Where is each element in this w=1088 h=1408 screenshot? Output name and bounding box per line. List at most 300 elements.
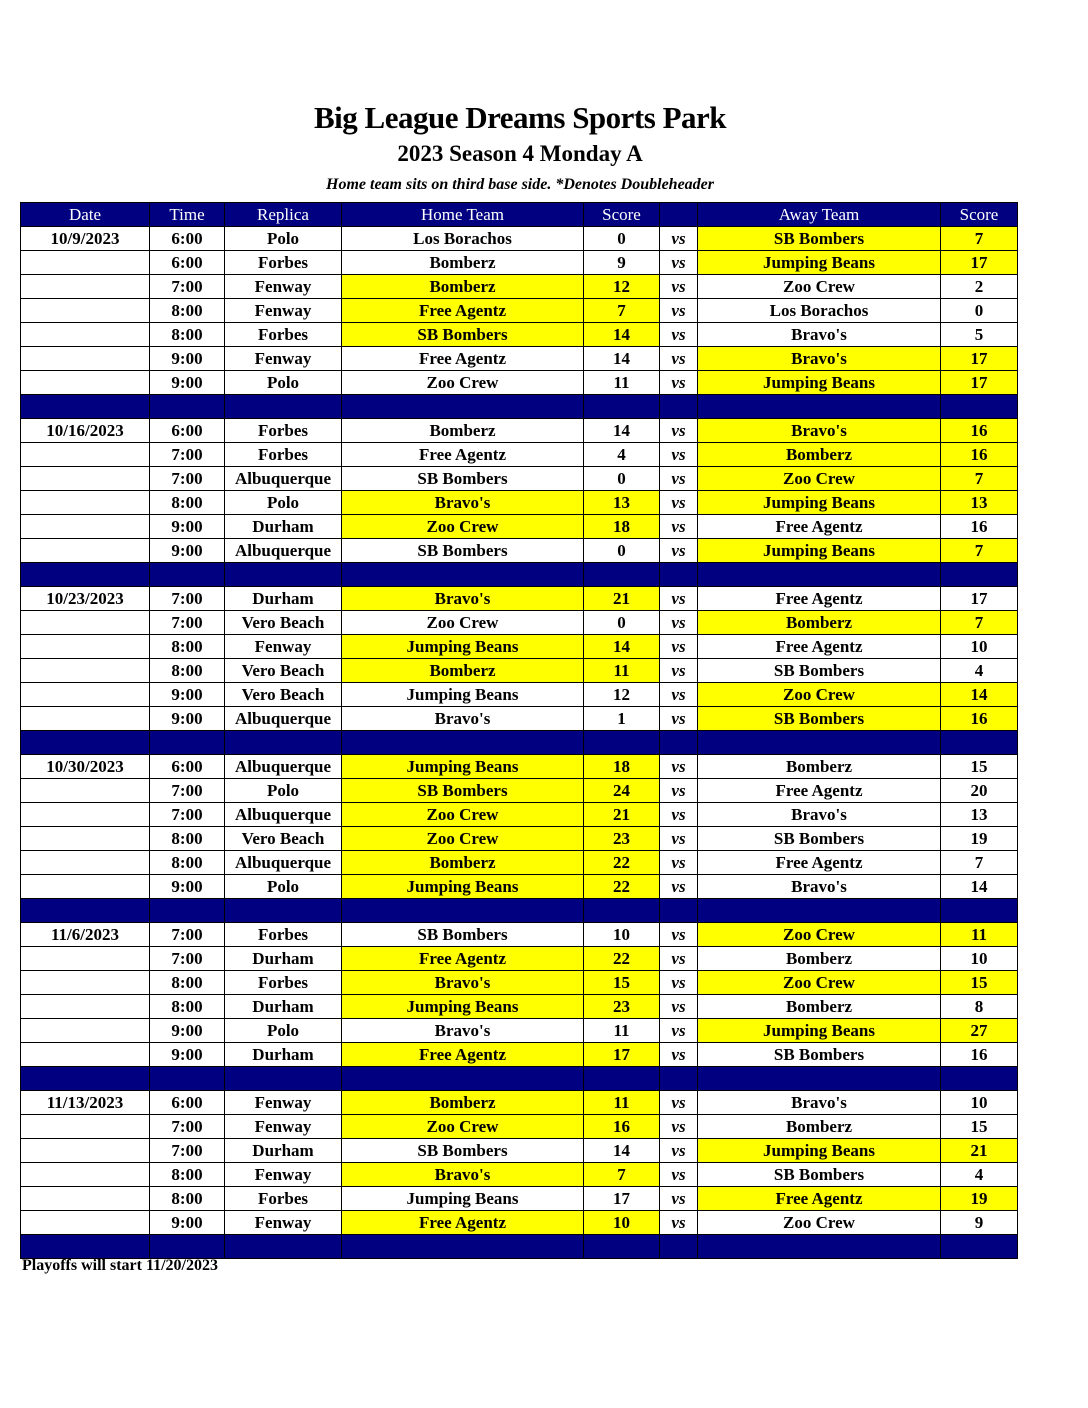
separator-cell <box>21 1235 150 1259</box>
game-time: 8:00 <box>150 323 225 347</box>
game-date <box>21 1019 150 1043</box>
game-date <box>21 443 150 467</box>
home-team: Los Borachos <box>342 227 584 251</box>
vs-label: vs <box>660 347 698 371</box>
separator-cell <box>660 1235 698 1259</box>
game-time: 6:00 <box>150 755 225 779</box>
vs-label: vs <box>660 971 698 995</box>
game-replica: Vero Beach <box>225 683 342 707</box>
separator-cell <box>225 1235 342 1259</box>
game-date <box>21 683 150 707</box>
game-replica: Forbes <box>225 1187 342 1211</box>
away-score: 15 <box>941 1115 1018 1139</box>
game-time: 9:00 <box>150 539 225 563</box>
vs-label: vs <box>660 707 698 731</box>
separator-cell <box>21 563 150 587</box>
game-time: 8:00 <box>150 299 225 323</box>
game-date <box>21 251 150 275</box>
game-date <box>21 275 150 299</box>
away-team: Bravo's <box>698 347 941 371</box>
game-date: 10/9/2023 <box>21 227 150 251</box>
home-team: Jumping Beans <box>342 755 584 779</box>
game-row <box>21 275 1018 299</box>
vs-label: vs <box>660 995 698 1019</box>
separator-cell <box>225 1067 342 1091</box>
game-time: 9:00 <box>150 1211 225 1235</box>
away-team: SB Bombers <box>698 1163 941 1187</box>
away-score: 17 <box>941 371 1018 395</box>
home-score: 0 <box>584 467 660 491</box>
home-score: 22 <box>584 851 660 875</box>
game-date <box>21 1139 150 1163</box>
home-score: 15 <box>584 971 660 995</box>
home-score: 24 <box>584 779 660 803</box>
away-score: 7 <box>941 539 1018 563</box>
game-row <box>21 467 1018 491</box>
game-replica: Forbes <box>225 971 342 995</box>
header-date: Date <box>21 203 150 227</box>
home-score: 22 <box>584 875 660 899</box>
schedule-table <box>20 202 1018 1259</box>
separator-cell <box>698 395 941 419</box>
separator-cell <box>941 899 1018 923</box>
home-team: Jumping Beans <box>342 683 584 707</box>
away-score: 10 <box>941 635 1018 659</box>
game-row <box>21 443 1018 467</box>
header-home-team: Home Team <box>342 203 584 227</box>
game-row <box>21 1163 1018 1187</box>
game-replica: Albuquerque <box>225 803 342 827</box>
game-date <box>21 635 150 659</box>
game-row <box>21 611 1018 635</box>
vs-label: vs <box>660 275 698 299</box>
game-replica: Durham <box>225 1139 342 1163</box>
vs-label: vs <box>660 923 698 947</box>
game-replica: Albuquerque <box>225 851 342 875</box>
away-score: 5 <box>941 323 1018 347</box>
away-team: Jumping Beans <box>698 539 941 563</box>
home-team: Jumping Beans <box>342 1187 584 1211</box>
vs-label: vs <box>660 779 698 803</box>
game-time: 9:00 <box>150 1043 225 1067</box>
away-team: SB Bombers <box>698 1043 941 1067</box>
game-row <box>21 827 1018 851</box>
game-date <box>21 851 150 875</box>
game-date <box>21 1163 150 1187</box>
game-replica: Forbes <box>225 443 342 467</box>
game-date <box>21 371 150 395</box>
week-separator-row <box>21 563 1018 587</box>
home-team: Free Agentz <box>342 299 584 323</box>
vs-label: vs <box>660 803 698 827</box>
game-replica: Vero Beach <box>225 827 342 851</box>
game-time: 7:00 <box>150 611 225 635</box>
header-vs <box>660 203 698 227</box>
game-time: 8:00 <box>150 827 225 851</box>
game-date: 10/23/2023 <box>21 587 150 611</box>
game-date <box>21 995 150 1019</box>
away-score: 9 <box>941 1211 1018 1235</box>
game-time: 8:00 <box>150 635 225 659</box>
home-team: SB Bombers <box>342 1139 584 1163</box>
game-row <box>21 1211 1018 1235</box>
vs-label: vs <box>660 611 698 635</box>
game-replica: Polo <box>225 371 342 395</box>
game-replica: Polo <box>225 227 342 251</box>
home-score: 23 <box>584 995 660 1019</box>
away-score: 19 <box>941 1187 1018 1211</box>
separator-cell <box>584 395 660 419</box>
vs-label: vs <box>660 875 698 899</box>
game-date <box>21 659 150 683</box>
vs-label: vs <box>660 1211 698 1235</box>
game-date <box>21 875 150 899</box>
away-score: 19 <box>941 827 1018 851</box>
home-team: Bomberz <box>342 251 584 275</box>
away-score: 15 <box>941 755 1018 779</box>
schedule-note: Home team sits on third base side. *Denotes Doubleheader <box>326 176 714 193</box>
home-team: Zoo Crew <box>342 515 584 539</box>
game-row <box>21 851 1018 875</box>
away-team: Zoo Crew <box>698 1211 941 1235</box>
game-row <box>21 947 1018 971</box>
home-team: Bravo's <box>342 971 584 995</box>
game-date <box>21 539 150 563</box>
game-time: 7:00 <box>150 467 225 491</box>
separator-cell <box>660 1067 698 1091</box>
away-score: 7 <box>941 611 1018 635</box>
game-date <box>21 707 150 731</box>
away-score: 14 <box>941 683 1018 707</box>
game-replica: Forbes <box>225 251 342 275</box>
game-row <box>21 491 1018 515</box>
away-score: 16 <box>941 1043 1018 1067</box>
home-team: Free Agentz <box>342 443 584 467</box>
away-score: 14 <box>941 875 1018 899</box>
away-score: 27 <box>941 1019 1018 1043</box>
away-team: Jumping Beans <box>698 251 941 275</box>
game-row <box>21 659 1018 683</box>
home-team: Bomberz <box>342 851 584 875</box>
separator-cell <box>150 563 225 587</box>
home-score: 12 <box>584 683 660 707</box>
away-team: Jumping Beans <box>698 371 941 395</box>
game-date: 10/16/2023 <box>21 419 150 443</box>
game-replica: Fenway <box>225 635 342 659</box>
game-row <box>21 347 1018 371</box>
separator-cell <box>941 1235 1018 1259</box>
game-date <box>21 1187 150 1211</box>
home-score: 0 <box>584 539 660 563</box>
vs-label: vs <box>660 947 698 971</box>
header-replica: Replica <box>225 203 342 227</box>
home-score: 10 <box>584 923 660 947</box>
home-score: 12 <box>584 275 660 299</box>
game-date <box>21 491 150 515</box>
separator-cell <box>225 395 342 419</box>
separator-cell <box>150 395 225 419</box>
separator-cell <box>660 395 698 419</box>
game-row <box>21 635 1018 659</box>
home-score: 11 <box>584 371 660 395</box>
home-score: 18 <box>584 755 660 779</box>
home-team: Bravo's <box>342 1163 584 1187</box>
vs-label: vs <box>660 1091 698 1115</box>
away-team: SB Bombers <box>698 659 941 683</box>
home-score: 11 <box>584 1019 660 1043</box>
game-time: 7:00 <box>150 803 225 827</box>
home-score: 21 <box>584 803 660 827</box>
game-date <box>21 515 150 539</box>
home-team: Bomberz <box>342 659 584 683</box>
separator-cell <box>342 731 584 755</box>
home-team: Free Agentz <box>342 347 584 371</box>
separator-cell <box>698 1067 941 1091</box>
vs-label: vs <box>660 851 698 875</box>
home-score: 14 <box>584 419 660 443</box>
game-replica: Polo <box>225 491 342 515</box>
game-time: 9:00 <box>150 683 225 707</box>
separator-cell <box>150 731 225 755</box>
home-score: 16 <box>584 1115 660 1139</box>
game-row <box>21 971 1018 995</box>
home-score: 21 <box>584 587 660 611</box>
home-team: Zoo Crew <box>342 611 584 635</box>
separator-cell <box>225 899 342 923</box>
away-team: SB Bombers <box>698 707 941 731</box>
home-team: Jumping Beans <box>342 995 584 1019</box>
vs-label: vs <box>660 1139 698 1163</box>
home-team: SB Bombers <box>342 467 584 491</box>
away-score: 16 <box>941 419 1018 443</box>
away-score: 13 <box>941 803 1018 827</box>
home-team: Bravo's <box>342 491 584 515</box>
away-team: Zoo Crew <box>698 275 941 299</box>
game-row <box>21 1091 1018 1115</box>
vs-label: vs <box>660 1019 698 1043</box>
game-date <box>21 1211 150 1235</box>
game-row <box>21 707 1018 731</box>
game-row <box>21 371 1018 395</box>
home-team: SB Bombers <box>342 539 584 563</box>
home-score: 17 <box>584 1043 660 1067</box>
game-date <box>21 299 150 323</box>
game-time: 8:00 <box>150 659 225 683</box>
game-row <box>21 227 1018 251</box>
home-team: Free Agentz <box>342 1211 584 1235</box>
away-team: Bravo's <box>698 1091 941 1115</box>
vs-label: vs <box>660 659 698 683</box>
away-score: 16 <box>941 443 1018 467</box>
game-replica: Albuquerque <box>225 539 342 563</box>
vs-label: vs <box>660 419 698 443</box>
away-score: 16 <box>941 707 1018 731</box>
game-replica: Forbes <box>225 419 342 443</box>
separator-cell <box>342 1235 584 1259</box>
vs-label: vs <box>660 299 698 323</box>
separator-cell <box>584 1235 660 1259</box>
game-replica: Fenway <box>225 1163 342 1187</box>
home-score: 13 <box>584 491 660 515</box>
home-score: 10 <box>584 1211 660 1235</box>
away-team: Zoo Crew <box>698 923 941 947</box>
week-separator-row <box>21 395 1018 419</box>
away-score: 17 <box>941 347 1018 371</box>
game-row <box>21 755 1018 779</box>
game-replica: Albuquerque <box>225 467 342 491</box>
separator-cell <box>698 899 941 923</box>
separator-cell <box>342 1067 584 1091</box>
game-row <box>21 995 1018 1019</box>
home-score: 22 <box>584 947 660 971</box>
home-score: 4 <box>584 443 660 467</box>
home-team: SB Bombers <box>342 779 584 803</box>
vs-label: vs <box>660 539 698 563</box>
vs-label: vs <box>660 251 698 275</box>
home-team: Bomberz <box>342 1091 584 1115</box>
home-score: 7 <box>584 299 660 323</box>
game-time: 9:00 <box>150 707 225 731</box>
home-score: 7 <box>584 1163 660 1187</box>
home-team: Jumping Beans <box>342 635 584 659</box>
week-separator-row <box>21 899 1018 923</box>
game-row <box>21 875 1018 899</box>
separator-cell <box>150 1235 225 1259</box>
away-team: Bomberz <box>698 995 941 1019</box>
game-date <box>21 347 150 371</box>
away-team: Bravo's <box>698 875 941 899</box>
home-team: Jumping Beans <box>342 875 584 899</box>
game-row <box>21 779 1018 803</box>
home-team: Bravo's <box>342 1019 584 1043</box>
week-separator-row <box>21 731 1018 755</box>
game-date <box>21 1115 150 1139</box>
header-away-score: Score <box>941 203 1018 227</box>
away-score: 16 <box>941 515 1018 539</box>
game-time: 9:00 <box>150 1019 225 1043</box>
home-score: 14 <box>584 347 660 371</box>
playoffs-note: Playoffs will start 11/20/2023 <box>22 1257 218 1274</box>
game-replica: Durham <box>225 515 342 539</box>
home-score: 14 <box>584 635 660 659</box>
game-date <box>21 827 150 851</box>
vs-label: vs <box>660 323 698 347</box>
away-team: Free Agentz <box>698 779 941 803</box>
away-score: 10 <box>941 947 1018 971</box>
vs-label: vs <box>660 443 698 467</box>
separator-cell <box>21 395 150 419</box>
game-time: 9:00 <box>150 875 225 899</box>
away-score: 21 <box>941 1139 1018 1163</box>
away-score: 0 <box>941 299 1018 323</box>
away-team: Zoo Crew <box>698 683 941 707</box>
game-replica: Albuquerque <box>225 755 342 779</box>
game-time: 6:00 <box>150 227 225 251</box>
home-score: 23 <box>584 827 660 851</box>
away-team: Bomberz <box>698 755 941 779</box>
separator-cell <box>225 731 342 755</box>
home-team: Free Agentz <box>342 1043 584 1067</box>
vs-label: vs <box>660 1043 698 1067</box>
separator-cell <box>941 731 1018 755</box>
separator-cell <box>941 1067 1018 1091</box>
game-date <box>21 1043 150 1067</box>
separator-cell <box>21 899 150 923</box>
vs-label: vs <box>660 1115 698 1139</box>
home-score: 14 <box>584 1139 660 1163</box>
game-time: 6:00 <box>150 1091 225 1115</box>
game-time: 6:00 <box>150 251 225 275</box>
game-time: 7:00 <box>150 923 225 947</box>
home-team: Zoo Crew <box>342 827 584 851</box>
game-replica: Polo <box>225 875 342 899</box>
separator-cell <box>698 563 941 587</box>
away-team: Bomberz <box>698 611 941 635</box>
vs-label: vs <box>660 683 698 707</box>
separator-cell <box>584 1067 660 1091</box>
separator-cell <box>660 731 698 755</box>
away-score: 13 <box>941 491 1018 515</box>
home-team: Zoo Crew <box>342 371 584 395</box>
game-replica: Vero Beach <box>225 659 342 683</box>
game-replica: Polo <box>225 1019 342 1043</box>
vs-label: vs <box>660 491 698 515</box>
away-team: Bravo's <box>698 323 941 347</box>
game-date <box>21 467 150 491</box>
home-score: 18 <box>584 515 660 539</box>
game-time: 8:00 <box>150 491 225 515</box>
game-row <box>21 1019 1018 1043</box>
away-team: Bravo's <box>698 803 941 827</box>
game-replica: Fenway <box>225 1091 342 1115</box>
separator-cell <box>941 563 1018 587</box>
vs-label: vs <box>660 1187 698 1211</box>
home-team: SB Bombers <box>342 323 584 347</box>
game-row <box>21 1115 1018 1139</box>
header-row <box>21 203 1018 227</box>
game-date: 11/13/2023 <box>21 1091 150 1115</box>
game-row <box>21 803 1018 827</box>
game-date <box>21 611 150 635</box>
game-time: 7:00 <box>150 587 225 611</box>
game-time: 8:00 <box>150 1187 225 1211</box>
home-team: Bomberz <box>342 419 584 443</box>
game-replica: Durham <box>225 995 342 1019</box>
away-team: Free Agentz <box>698 1187 941 1211</box>
game-row <box>21 299 1018 323</box>
away-score: 7 <box>941 467 1018 491</box>
game-replica: Durham <box>225 587 342 611</box>
home-score: 1 <box>584 707 660 731</box>
separator-cell <box>584 563 660 587</box>
game-replica: Forbes <box>225 923 342 947</box>
game-date <box>21 971 150 995</box>
game-time: 9:00 <box>150 347 225 371</box>
game-time: 8:00 <box>150 995 225 1019</box>
away-team: Jumping Beans <box>698 1139 941 1163</box>
page-subtitle: 2023 Season 4 Monday A <box>397 141 643 166</box>
vs-label: vs <box>660 371 698 395</box>
header-away-team: Away Team <box>698 203 941 227</box>
away-team: Jumping Beans <box>698 491 941 515</box>
separator-cell <box>660 563 698 587</box>
vs-label: vs <box>660 1163 698 1187</box>
game-row <box>21 515 1018 539</box>
home-score: 17 <box>584 1187 660 1211</box>
page-title: Big League Dreams Sports Park <box>313 100 727 135</box>
home-score: 0 <box>584 227 660 251</box>
separator-cell <box>698 1235 941 1259</box>
